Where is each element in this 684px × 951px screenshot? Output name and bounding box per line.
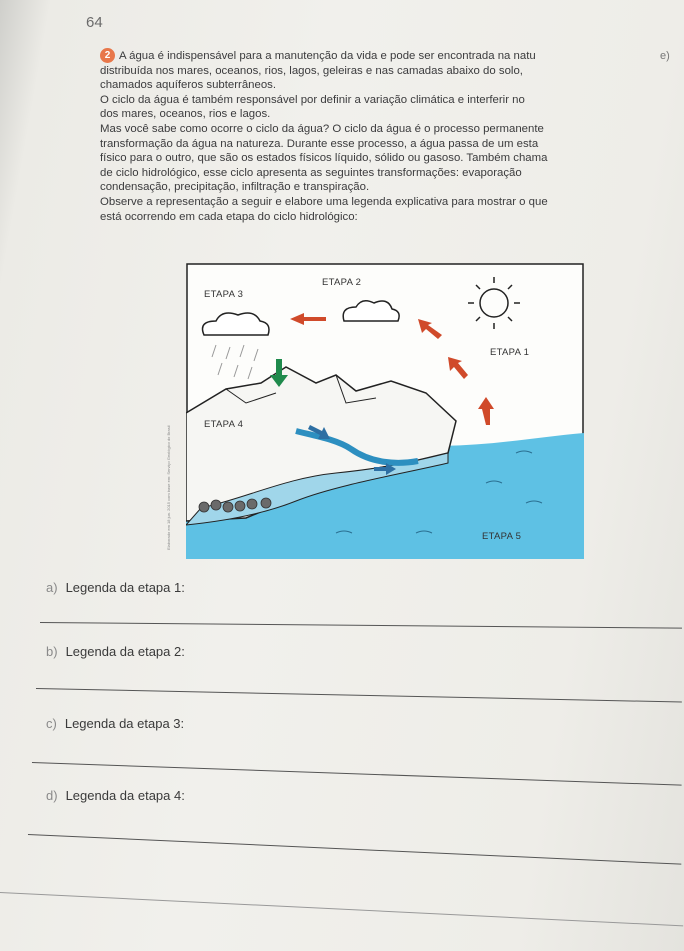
water-cycle-illustration — [186, 263, 584, 559]
answer-line[interactable] — [32, 762, 682, 786]
question-item: a) Legenda da etapa 1: — [46, 580, 185, 595]
answer-line[interactable] — [28, 834, 681, 865]
page-number: 64 — [86, 14, 103, 31]
paragraph-line: dos mares, oceanos, rios e lagos. — [100, 108, 271, 121]
paragraph-line: de ciclo hidrológico, esse ciclo apresenta as seguintes transformações: evaporação — [100, 166, 522, 179]
paragraph-line: Mas você sabe como ocorre o ciclo da água? O ciclo da água é o processo permanente — [100, 122, 544, 135]
stage-label-3: ETAPA 3 — [204, 289, 244, 300]
paragraph-line: condensação, precipitação, infiltração e transpiração. — [100, 181, 370, 194]
answer-line[interactable] — [40, 622, 682, 629]
side-letter: e) — [660, 50, 670, 62]
question-text — [100, 48, 684, 224]
paragraph-line: Observe a representação a seguir e elabore uma legenda explicativa para mostrar o que — [100, 195, 548, 208]
paragraph-line: O ciclo da água é também responsável por definir a variação climática e interferir no — [100, 93, 525, 106]
stage-label-2: ETAPA 2 — [322, 277, 362, 288]
stage-label-4: ETAPA 4 — [204, 419, 244, 430]
figure-credit: Elaborado em 18 jun. 2015 com base em: Serviço Geológico do Brasil — [166, 425, 171, 550]
stage-label-1: ETAPA 1 — [490, 347, 530, 358]
paragraph-line: físico para o outro, que são os estados físicos líquido, sólido ou gasoso. Também chama — [100, 152, 548, 165]
stage-label-5: ETAPA 5 — [482, 531, 522, 542]
question-number-badge: 2 — [100, 48, 115, 63]
paragraph-line: chamados aquíferos subterrâneos. — [100, 79, 277, 92]
paragraph-line: está ocorrendo em cada etapa do ciclo hidrológico: — [100, 210, 358, 223]
page-edge — [0, 892, 683, 926]
paragraph-line: distribuída nos mares, oceanos, rios, lagos, geleiras e nas camadas abaixo do solo, — [100, 64, 523, 77]
paragraph-line: 2 A água é indispensável para a manutenção da vida e pode ser encontrada na natu — [100, 48, 684, 64]
question-item: b) Legenda da etapa 2: — [46, 644, 185, 659]
answer-line[interactable] — [36, 688, 682, 703]
paragraph-line: transformação da água na natureza. Durante esse processo, a água passa de um esta — [100, 137, 539, 150]
water-cycle-figure — [186, 263, 584, 559]
question-item: c) Legenda da etapa 3: — [46, 716, 185, 731]
question-item: d) Legenda da etapa 4: — [46, 788, 185, 803]
